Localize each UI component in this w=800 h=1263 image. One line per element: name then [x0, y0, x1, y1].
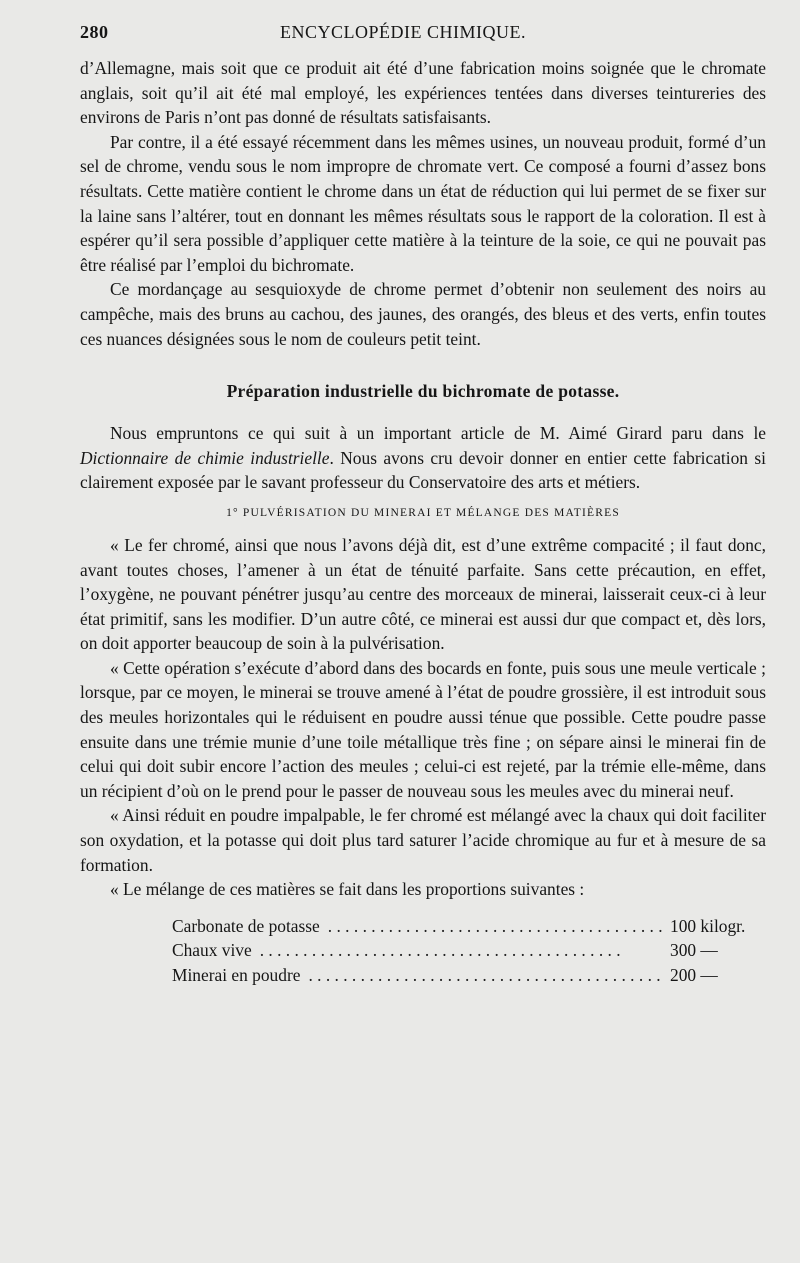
page-number: 280	[80, 22, 109, 42]
dot-leader	[328, 914, 662, 939]
dictionary-title: Dictionnaire de chimie industrielle	[80, 447, 330, 468]
paragraph: Ce mordançage au sesquioxyde de chrome permet d’obtenir non seulement des noirs au campêche, mais des bruns au cachou, des jaunes, des orangés, des bleus et des verts, enfin toutes ces nuances désignées sous le nom de couleurs petit teint.	[80, 279, 766, 349]
paragraph: d’Allemagne, mais soit que ce produit ait été d’une fabrication moins soignée que le chromate anglais, soit qu’il ait été mal employé, les expériences tentées dans diverses teintureries des environs de Paris n’ont pas donné de résultats satisfaisants.	[80, 58, 766, 128]
running-head: ENCYCLOPÉDIE CHIMIQUE.	[280, 22, 526, 42]
subsection-title: 1° PULVÉRISATION DU MINERAI ET MÉLANGE DES MATIÈRES	[226, 506, 620, 519]
intro-text: Nous empruntons ce qui suit à un important article de M. Aimé Girard paru dans le	[110, 423, 766, 444]
ingredient: Carbonate de potasse	[172, 915, 320, 936]
recipe-row	[172, 963, 752, 988]
paragraph: Par contre, il a été essayé récemment dans les mêmes usines, un nouveau produit, formé d’un sel de chrome, vendu sous le nom impropre de chromate vert. Ce composé a fourni d’assez bons résultats. Cette matière contient le chrome dans un état de réduction qui lui permet de se fixer sur la laine sans l’altérer, tout en donnant les mêmes résultats sous le rapport de la coloration. Il est à espérer qu’il sera possible d’appliquer cette matière à la teinture de la soie, ce qui ne pouvait pas être réalisé par l’emploi du bichromate.	[80, 131, 766, 275]
recipe-row	[172, 914, 752, 939]
paragraph: « Ainsi réduit en poudre impalpable, le fer chromé est mélangé avec la chaux qui doit faciliter son oxydation, et la potasse qui doit plus tard saturer l’acide chromique au fur et à mesure de sa formation.	[80, 805, 766, 875]
intro-text-end: . Nous avons cru devoir donner en entier cette fabrication si clairement exposée par le savant professeur du Conservatoire des arts et métiers.	[80, 447, 766, 493]
recipe-row	[172, 938, 752, 963]
page-header	[80, 22, 766, 56]
paragraph: « Cette opération s’exécute d’abord dans des bocards en fonte, puis sous une meule verticale ; lorsque, par ce moyen, le minerai se trouve amené à l’état de poudre grossière, il est introduit sous des meules horizontales qui le réduisent en poudre aussi ténue que possible. Cette poudre passe ensuite dans une trémie munie d’une toile métallique très fine ; on sépare ainsi le minerai fin de celui qui doit subir encore l’action des meules ; celui-ci est rejeté, par la trémie elle-même, dans un récipient d’où on le prend pour le passer de nouveau sous les meules avec du minerai neuf.	[80, 657, 766, 801]
section-title: Préparation industrielle du bichromate de potasse.	[226, 381, 620, 402]
quantity: 300 —	[670, 940, 718, 961]
intro-paragraph	[80, 421, 766, 495]
paragraph: « Le mélange de ces matières se fait dans les proportions suivantes :	[110, 879, 585, 900]
quantity: 100 kilogr.	[670, 915, 746, 936]
quantity: 200 —	[670, 965, 718, 985]
dot-leader	[260, 938, 662, 963]
ingredient: Chaux vive	[172, 940, 252, 961]
paragraph: « Le fer chromé, ainsi que nous l’avons déjà dit, est d’une extrême compacité ; il faut donc, avant toutes choses, l’amener à un état de ténuité parfaite. Sans cette précaution, en effet, l’oxygène, ne pouvant pénétrer jusqu’au centre des morceaux de minerai, laisserait ceux-ci à leur état primitif, sans les modifier. D’un autre côté, ce minerai est aussi dur que compact et, dès lors, on doit apporter beaucoup de soin à la pulvérisation.	[80, 534, 766, 654]
recipe-table	[172, 914, 752, 988]
ingredient: Minerai en poudre	[172, 965, 301, 985]
dot-leader	[308, 963, 662, 988]
